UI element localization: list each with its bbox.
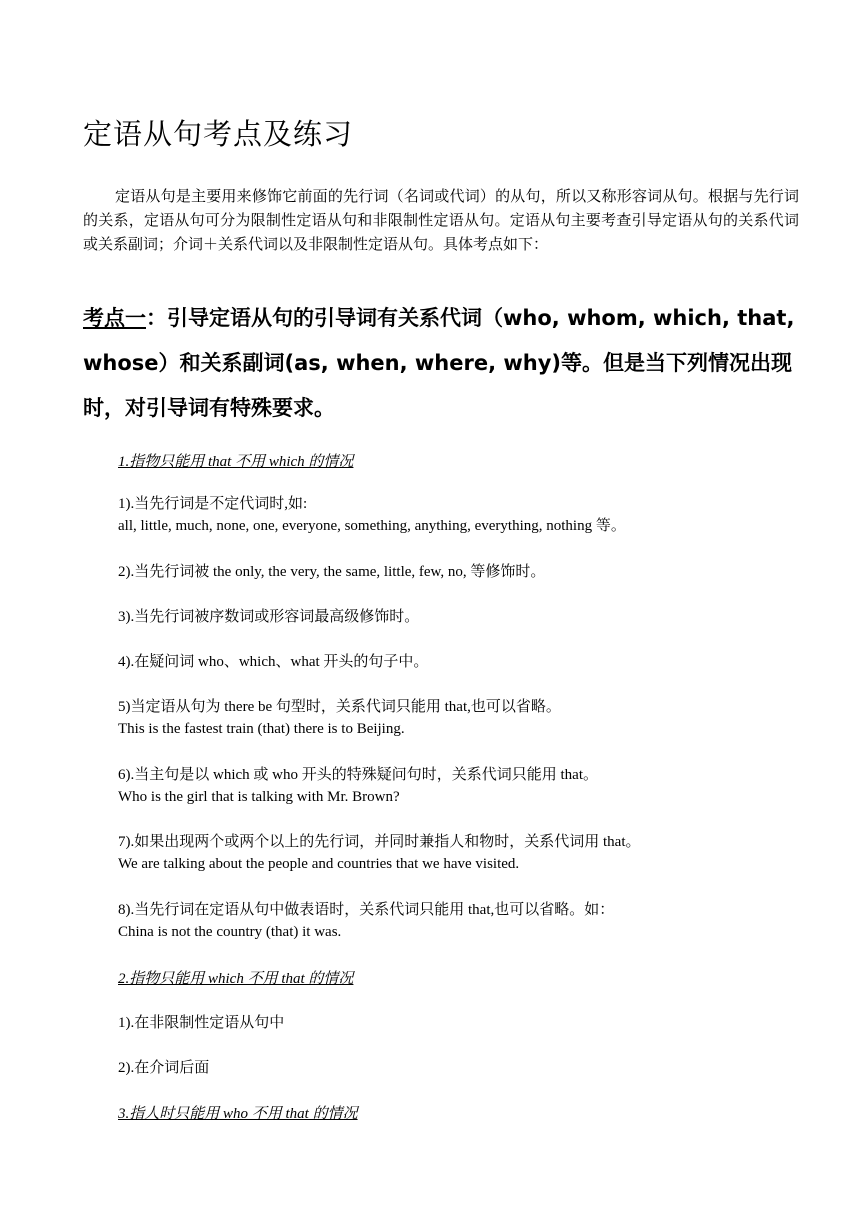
rule-text: 2).在介词后面	[118, 1060, 210, 1076]
rule-item	[118, 1012, 284, 1034]
rule-item	[118, 696, 561, 740]
rule-text: 3).当先行词被序数词或形容词最高级修饰时。	[118, 609, 420, 625]
rule-item	[118, 831, 641, 875]
kaodian-1-text: ：引导定语从句的引导词有关系代词（who, whom, which, that, whose）和关系副词(as, when, where, why)等。但是当下列情况出现时，对引导词有特殊要求。	[83, 306, 795, 420]
rule-text: 6).当主句是以 which 或 who 开头的特殊疑问句时，关系代词只能用 that。	[118, 767, 598, 783]
rule-text: 4).在疑问词 who、which、what 开头的句子中。	[118, 654, 429, 670]
rule-text: 1).在非限制性定语从句中	[118, 1015, 285, 1031]
rule-item	[118, 606, 419, 628]
rule-example: Who is the girl that is talking with Mr. Brown?	[118, 789, 400, 805]
rule-text: 7).如果出现两个或两个以上的先行词，并同时兼指人和物时，关系代词用 that。	[118, 834, 641, 850]
section-2-heading: 2.指物只能用 which 不用 that 的情况	[118, 971, 354, 987]
section-3-heading: 3.指人时只能用 who 不用 that 的情况	[118, 1106, 358, 1122]
rule-text: 5)当定语从句为 there be 句型时，关系代词只能用 that,也可以省略。	[118, 699, 561, 715]
rule-example: We are talking about the people and countries that we have visited.	[118, 856, 520, 872]
rule-example: all, little, much, none, one, everyone, something, anything, everything, nothing 等。	[118, 518, 626, 534]
rule-text: 2).当先行词被 the only, the very, the same, little, few, no, 等修饰时。	[118, 564, 546, 580]
rule-item	[118, 1057, 209, 1079]
rule-item	[118, 651, 428, 673]
rule-text: 8).当先行词在定语从句中做表语时，关系代词只能用 that,也可以省略。如：	[118, 902, 615, 918]
kaodian-1-heading	[83, 296, 803, 431]
rule-item	[118, 561, 545, 583]
rule-item	[118, 764, 598, 808]
rule-text: 1).当先行词是不定代词时,如:	[118, 496, 308, 512]
intro-paragraph: 定语从句是主要用来修饰它前面的先行词（名词或代词）的从句，所以又称形容词从句。根据与先行词的关系，定语从句可分为限制性定语从句和非限制性定语从句。定语从句主要考查引导定语从句的关系代词或关系副词；介词＋关系代词以及非限制性定语从句。具体考点如下：	[83, 187, 799, 253]
rule-example: China is not the country (that) it was.	[118, 924, 342, 940]
section-1-heading: 1.指物只能用 that 不用 which 的情况	[118, 454, 354, 470]
rule-item	[118, 899, 614, 943]
rule-example: This is the fastest train (that) there is to Beijing.	[118, 721, 405, 737]
rule-item	[118, 493, 626, 537]
kaodian-1-label: 考点一	[83, 306, 146, 330]
page-title: 定语从句考点及练习	[83, 117, 354, 151]
